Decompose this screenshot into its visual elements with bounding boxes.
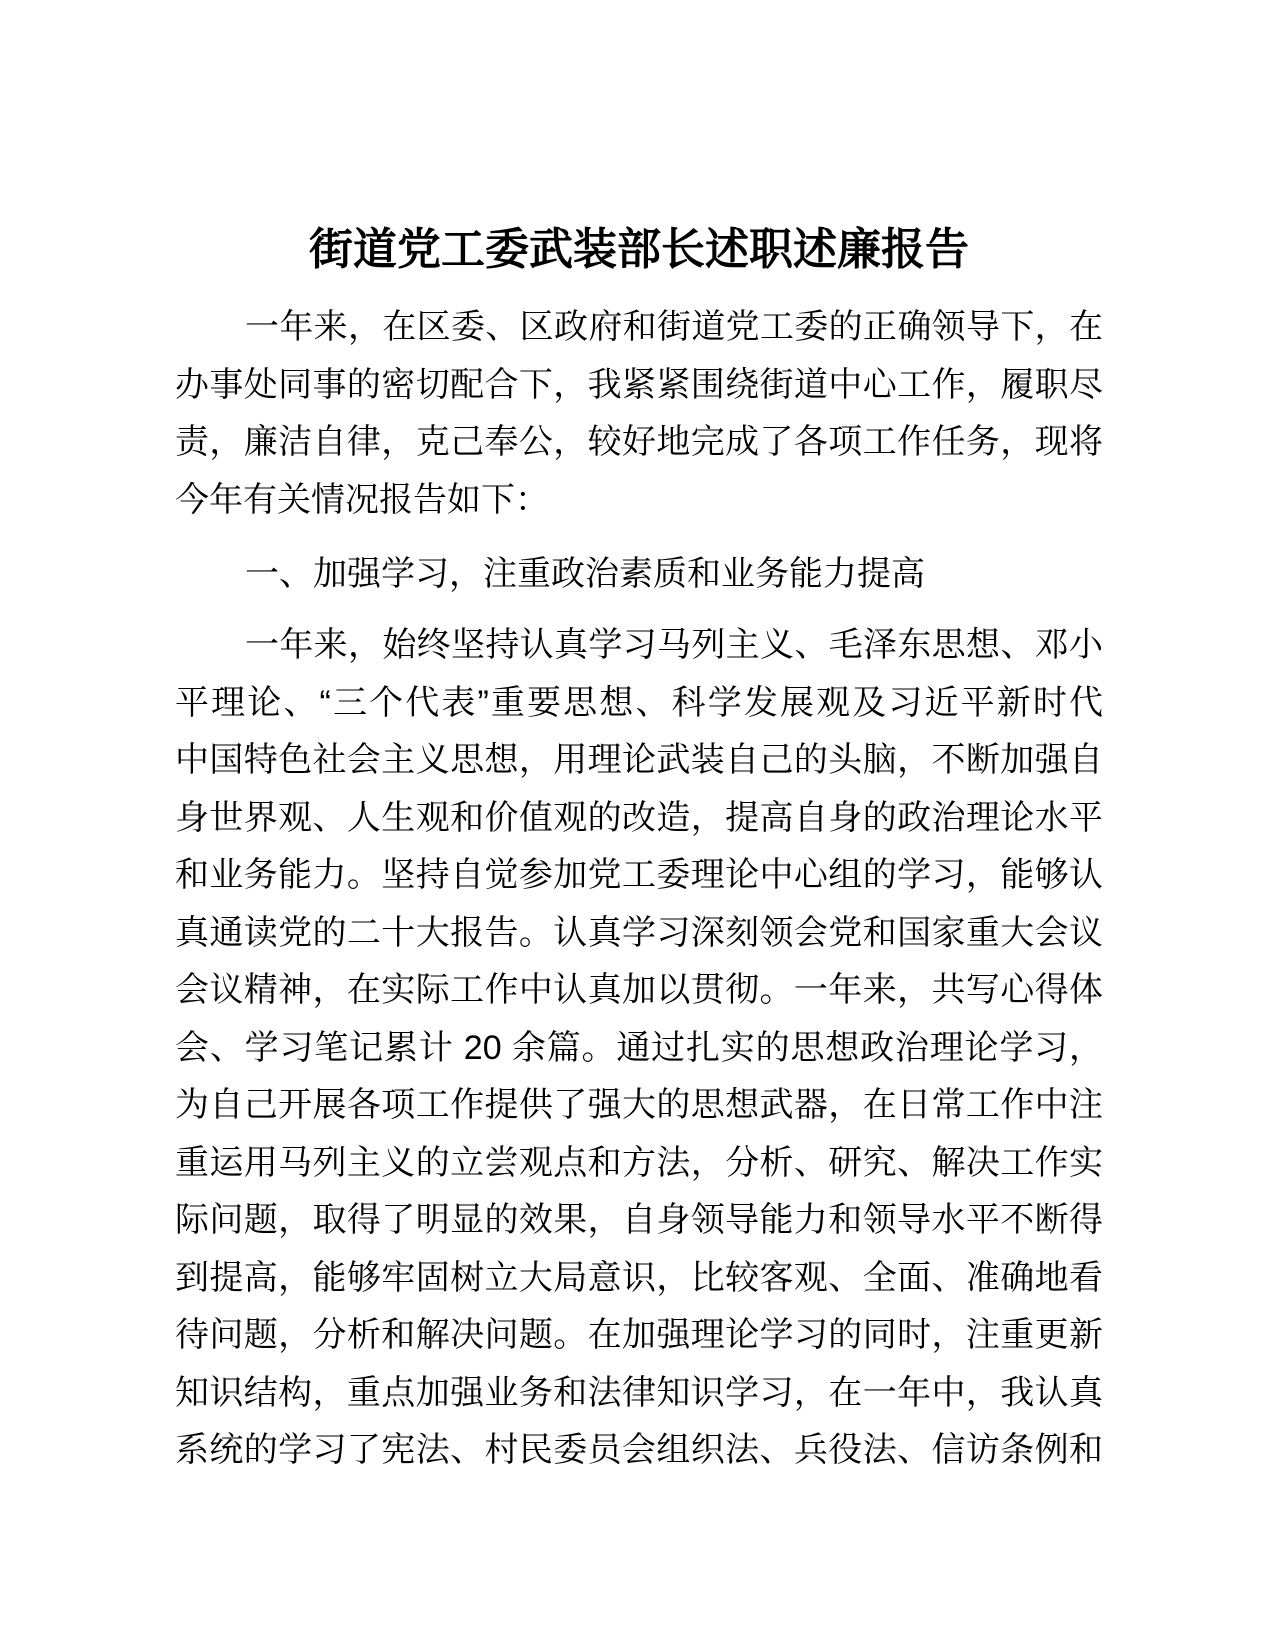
document-title: 街道党工委武装部长述职述廉报告 — [309, 225, 969, 274]
text-line: 身世界观、人生观和价值观的改造，提高自身的政治理论水平 — [175, 798, 1103, 837]
text-line: 重运用马列主义的立尝观点和方法，分析、研究、解决工作实 — [175, 1143, 1103, 1182]
text-line: 际问题，取得了明显的效果，自身领导能力和领导水平不断得 — [175, 1201, 1103, 1239]
text-line: 一年来，始终坚持认真学习马列主义、毛泽东思想、邓小 — [245, 626, 1103, 664]
text-line: 为自己开展各项工作提供了强大的思想武器，在日常工作中注 — [175, 1086, 1103, 1124]
text-line: 知识结构，重点加强业务和法律知识学习，在一年中，我认真 — [175, 1373, 1103, 1412]
text-line: 中国特色社会主义思想，用理论武装自己的头脑，不断加强自 — [175, 741, 1103, 779]
text-line: 一年来，在区委、区政府和街道党工委的正确领导下，在 — [245, 308, 1103, 346]
text-line: 今年有关情况报告如下： — [175, 480, 549, 519]
paragraph-intro — [175, 299, 1103, 529]
text-line: 办事处同事的密切配合下，我紧紧围绕街道中心工作，履职尽 — [175, 365, 1103, 404]
text-line: 待问题，分析和解决问题。在加强理论学习的同时，注重更新 — [175, 1316, 1103, 1354]
paragraph-section-1-body — [175, 617, 1103, 1480]
text-line: 责，廉洁自律，克己奉公，较好地完成了各项工作任务，现将 — [175, 423, 1103, 461]
text-line: 系统的学习了宪法、村民委员会组织法、兵役法、信访条例和 — [175, 1431, 1103, 1469]
section-heading: 一、加强学习，注重政治素质和业务能力提高 — [245, 555, 925, 593]
text-line: 会议精神，在实际工作中认真加以贯彻。一年来，共写心得体 — [175, 971, 1103, 1009]
text-line: 到提高，能够牢固树立大局意识，比较客观、全面、准确地看 — [175, 1258, 1103, 1297]
text-line: 会、学习笔记累计 20 余篇。通过扎实的思想政治理论学习， — [175, 1028, 1103, 1067]
text-block — [175, 219, 1103, 1480]
text-line: 真通读党的二十大报告。认真学习深刻领会党和国家重大会议 — [175, 913, 1103, 952]
text-line: 平理论、“三个代表”重要思想、科学发展观及习近平新时代 — [175, 683, 1103, 722]
text-line: 和业务能力。坚持自觉参加党工委理论中心组的学习，能够认 — [175, 856, 1103, 894]
